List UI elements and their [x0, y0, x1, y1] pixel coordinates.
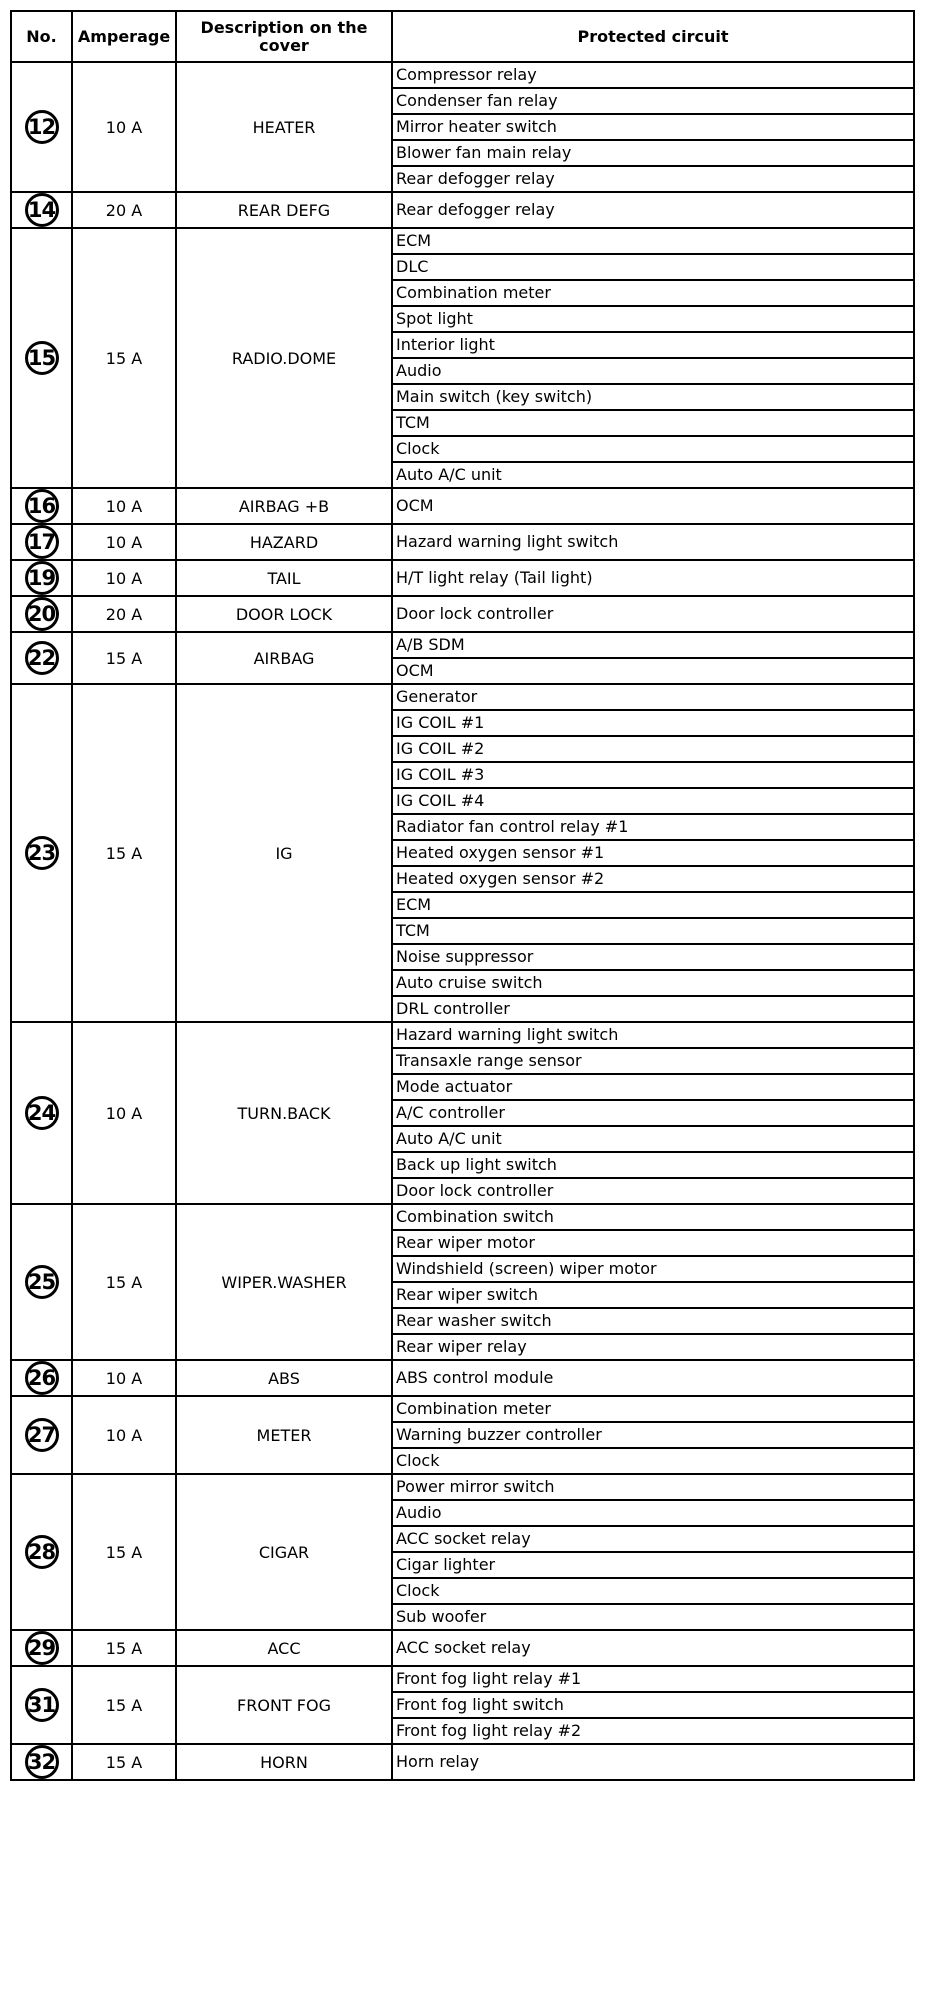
protected-circuit: Auto A/C unit: [392, 462, 914, 488]
protected-circuit: Spot light: [392, 306, 914, 332]
fuse-description: WIPER.WASHER: [176, 1204, 392, 1360]
fuse-amperage: 10 A: [72, 1396, 176, 1474]
fuse-amperage: 10 A: [72, 1022, 176, 1204]
table-row: [11, 1744, 914, 1780]
fuse-number-badge: 15: [25, 341, 59, 375]
fuse-number-badge: 16: [25, 489, 59, 523]
protected-circuit: TCM: [392, 410, 914, 436]
fuse-description: ACC: [176, 1630, 392, 1666]
fuse-number-cell: [11, 524, 72, 560]
fuse-description: FRONT FOG: [176, 1666, 392, 1744]
fuse-number-cell: [11, 560, 72, 596]
protected-circuit: Front fog light switch: [392, 1692, 914, 1718]
fuse-amperage: 15 A: [72, 1666, 176, 1744]
protected-circuit: Combination meter: [392, 280, 914, 306]
protected-circuit: Interior light: [392, 332, 914, 358]
protected-circuit: Hazard warning light switch: [392, 524, 914, 560]
protected-circuit: Cigar lighter: [392, 1552, 914, 1578]
fuse-number-cell: [11, 1666, 72, 1744]
protected-circuit: OCM: [392, 658, 914, 684]
fuse-description: HAZARD: [176, 524, 392, 560]
protected-circuit: Heated oxygen sensor #2: [392, 866, 914, 892]
table-row: [11, 488, 914, 524]
table-row: [11, 524, 914, 560]
protected-circuit: IG COIL #1: [392, 710, 914, 736]
protected-circuit: Condenser fan relay: [392, 88, 914, 114]
protected-circuit: Clock: [392, 436, 914, 462]
protected-circuit: Rear defogger relay: [392, 166, 914, 192]
protected-circuit: Heated oxygen sensor #1: [392, 840, 914, 866]
fuse-table-grid: [10, 10, 915, 1781]
fuse-amperage: 20 A: [72, 192, 176, 228]
protected-circuit: Horn relay: [392, 1744, 914, 1780]
protected-circuit: Warning buzzer controller: [392, 1422, 914, 1448]
protected-circuit: ABS control module: [392, 1360, 914, 1396]
fuse-number-badge: 25: [25, 1265, 59, 1299]
fuse-number-cell: [11, 1474, 72, 1630]
protected-circuit: Blower fan main relay: [392, 140, 914, 166]
fuse-amperage: 15 A: [72, 1474, 176, 1630]
fuse-number-cell: [11, 632, 72, 684]
fuse-description: AIRBAG: [176, 632, 392, 684]
fuse-description: DOOR LOCK: [176, 596, 392, 632]
fuse-number-badge: 19: [25, 561, 59, 595]
header-no: No.: [11, 11, 72, 62]
protected-circuit: TCM: [392, 918, 914, 944]
fuse-number-cell: [11, 1204, 72, 1360]
protected-circuit: Rear washer switch: [392, 1308, 914, 1334]
fuse-number-cell: [11, 1022, 72, 1204]
protected-circuit: ECM: [392, 892, 914, 918]
table-row: [11, 1666, 914, 1692]
fuse-number-cell: [11, 192, 72, 228]
protected-circuit: Audio: [392, 358, 914, 384]
fuse-number-badge: 23: [25, 836, 59, 870]
fuse-description: RADIO.DOME: [176, 228, 392, 488]
protected-circuit: Power mirror switch: [392, 1474, 914, 1500]
table-row: [11, 192, 914, 228]
table-row: [11, 1630, 914, 1666]
protected-circuit: ECM: [392, 228, 914, 254]
protected-circuit: Rear wiper motor: [392, 1230, 914, 1256]
fuse-number-badge: 24: [25, 1096, 59, 1130]
fuse-number-cell: [11, 1360, 72, 1396]
protected-circuit: ACC socket relay: [392, 1630, 914, 1666]
fuse-amperage: 15 A: [72, 1744, 176, 1780]
protected-circuit: A/B SDM: [392, 632, 914, 658]
fuse-amperage: 10 A: [72, 62, 176, 192]
table-row: [11, 1204, 914, 1230]
protected-circuit: DLC: [392, 254, 914, 280]
fuse-number-badge: 26: [25, 1361, 59, 1395]
header-protected-circuit: Protected circuit: [392, 11, 914, 62]
table-row: [11, 62, 914, 88]
table-row: [11, 632, 914, 658]
protected-circuit: Clock: [392, 1448, 914, 1474]
fuse-number-badge: 28: [25, 1535, 59, 1569]
fuse-number-badge: 32: [25, 1745, 59, 1779]
fuse-number-badge: 29: [25, 1631, 59, 1665]
protected-circuit: Windshield (screen) wiper motor: [392, 1256, 914, 1282]
protected-circuit: Generator: [392, 684, 914, 710]
protected-circuit: DRL controller: [392, 996, 914, 1022]
protected-circuit: IG COIL #4: [392, 788, 914, 814]
fuse-table-body: [11, 62, 914, 1780]
fuse-amperage: 10 A: [72, 488, 176, 524]
fuse-number-cell: [11, 596, 72, 632]
protected-circuit: IG COIL #3: [392, 762, 914, 788]
fuse-number-cell: [11, 488, 72, 524]
table-header-row: [11, 11, 914, 62]
protected-circuit: IG COIL #2: [392, 736, 914, 762]
fuse-amperage: 15 A: [72, 1204, 176, 1360]
fuse-amperage: 10 A: [72, 1360, 176, 1396]
table-row: [11, 1360, 914, 1396]
fuse-amperage: 15 A: [72, 684, 176, 1022]
fuse-description: TAIL: [176, 560, 392, 596]
fuse-table: [10, 10, 913, 1781]
protected-circuit: Combination switch: [392, 1204, 914, 1230]
fuse-description: CIGAR: [176, 1474, 392, 1630]
protected-circuit: Auto A/C unit: [392, 1126, 914, 1152]
protected-circuit: Audio: [392, 1500, 914, 1526]
protected-circuit: H/T light relay (Tail light): [392, 560, 914, 596]
fuse-amperage: 10 A: [72, 524, 176, 560]
protected-circuit: Mirror heater switch: [392, 114, 914, 140]
protected-circuit: Back up light switch: [392, 1152, 914, 1178]
fuse-number-cell: [11, 684, 72, 1022]
header-amperage: Amperage: [72, 11, 176, 62]
protected-circuit: Auto cruise switch: [392, 970, 914, 996]
protected-circuit: Hazard warning light switch: [392, 1022, 914, 1048]
fuse-description: IG: [176, 684, 392, 1022]
protected-circuit: Transaxle range sensor: [392, 1048, 914, 1074]
fuse-number-badge: 27: [25, 1418, 59, 1452]
fuse-number-badge: 12: [25, 110, 59, 144]
fuse-description: HORN: [176, 1744, 392, 1780]
table-row: [11, 228, 914, 254]
fuse-amperage: 20 A: [72, 596, 176, 632]
protected-circuit: Combination meter: [392, 1396, 914, 1422]
table-row: [11, 1396, 914, 1422]
protected-circuit: Rear wiper switch: [392, 1282, 914, 1308]
protected-circuit: Compressor relay: [392, 62, 914, 88]
fuse-number-cell: [11, 62, 72, 192]
fuse-number-badge: 31: [25, 1688, 59, 1722]
protected-circuit: Mode actuator: [392, 1074, 914, 1100]
fuse-amperage: 15 A: [72, 1630, 176, 1666]
protected-circuit: A/C controller: [392, 1100, 914, 1126]
fuse-number-badge: 14: [25, 193, 59, 227]
fuse-amperage: 15 A: [72, 632, 176, 684]
fuse-amperage: 15 A: [72, 228, 176, 488]
protected-circuit: Door lock controller: [392, 1178, 914, 1204]
table-row: [11, 1474, 914, 1500]
fuse-number-cell: [11, 1744, 72, 1780]
fuse-description: AIRBAG +B: [176, 488, 392, 524]
fuse-number-cell: [11, 228, 72, 488]
protected-circuit: OCM: [392, 488, 914, 524]
table-row: [11, 684, 914, 710]
protected-circuit: Clock: [392, 1578, 914, 1604]
table-row: [11, 1022, 914, 1048]
fuse-description: HEATER: [176, 62, 392, 192]
fuse-description: METER: [176, 1396, 392, 1474]
protected-circuit: Front fog light relay #2: [392, 1718, 914, 1744]
table-row: [11, 560, 914, 596]
header-description: Description on the cover: [176, 11, 392, 62]
fuse-number-cell: [11, 1630, 72, 1666]
fuse-number-badge: 17: [25, 525, 59, 559]
protected-circuit: Noise suppressor: [392, 944, 914, 970]
fuse-number-badge: 20: [25, 597, 59, 631]
protected-circuit: Main switch (key switch): [392, 384, 914, 410]
protected-circuit: Front fog light relay #1: [392, 1666, 914, 1692]
protected-circuit: ACC socket relay: [392, 1526, 914, 1552]
protected-circuit: Sub woofer: [392, 1604, 914, 1630]
fuse-description: TURN.BACK: [176, 1022, 392, 1204]
protected-circuit: Rear defogger relay: [392, 192, 914, 228]
fuse-number-badge: 22: [25, 641, 59, 675]
fuse-amperage: 10 A: [72, 560, 176, 596]
fuse-description: REAR DEFG: [176, 192, 392, 228]
protected-circuit: Radiator fan control relay #1: [392, 814, 914, 840]
table-row: [11, 596, 914, 632]
protected-circuit: Rear wiper relay: [392, 1334, 914, 1360]
fuse-description: ABS: [176, 1360, 392, 1396]
protected-circuit: Door lock controller: [392, 596, 914, 632]
fuse-number-cell: [11, 1396, 72, 1474]
